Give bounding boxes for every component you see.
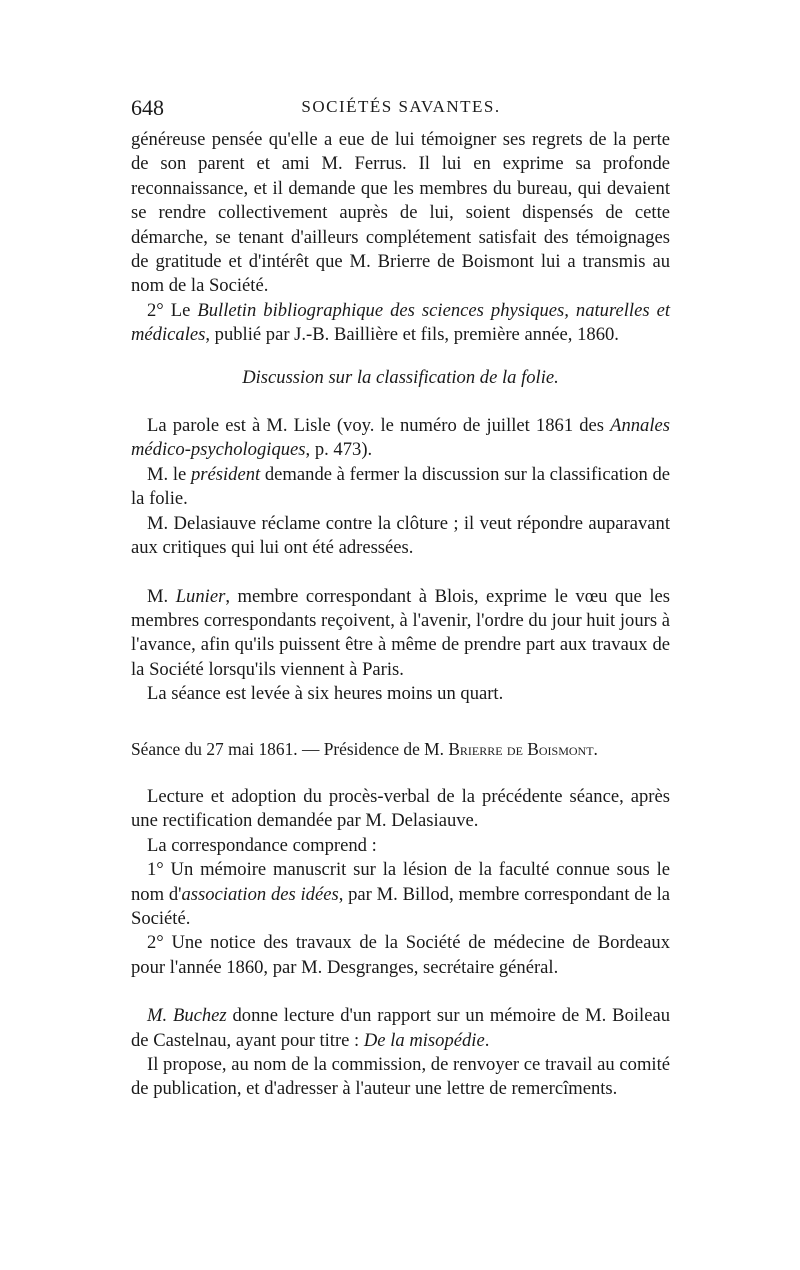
seance-president: Brierre de Boismont	[448, 738, 594, 759]
paragraph-memoire-lead: 1° Un mémoire manuscrit sur la lésion de la faculté connue sous le nom d'	[131, 859, 670, 905]
paragraph-lunier-rest: , membre correspondant à Blois, exprime le vœu que les membres correspondants reçoivent, à l'avenir, l'ordre du jour huit jours à l'avance, afin qu'ils puissent être à même de prendre part aux travaux de la Société lorsqu'ils viennent à Paris.	[131, 585, 670, 680]
page-body	[131, 128, 670, 1102]
page-header	[131, 95, 671, 125]
paragraph-bulletin-lead: 2° Le	[147, 299, 198, 321]
misopedie-title: De la misopédie	[363, 1029, 485, 1051]
bulletin-title: Bulletin bibliographique des sciences physiques, naturelles et médicales	[131, 299, 671, 346]
paragraph-delasiauve: M. Delasiauve réclame contre la clôture ; il veut répondre auparavant aux critiques qui lui ont été adressées.	[131, 512, 670, 559]
paragraph-notice: 2° Une notice des travaux de la Société de médecine de Bordeaux pour l'année 1860, par M. Desgranges, secrétaire général.	[131, 932, 670, 978]
paragraph-continuation: généreuse pensée qu'elle a eue de lui témoigner ses regrets de la perte de son parent et ami M. Ferrus. Il lui en exprime sa profonde reconnaissance, et il demande que les membres du bureau, qui devaient se rendre collectivement auprès de lui, soient dispensés de cette démarche, se tenant d'ailleurs complétement satisfait des témoignages de gratitude et d'intérêt que M. Brierre de Boismont lui a transmis au nom de la Société.	[131, 129, 670, 297]
paragraph-memoire-rest: , par M. Billod, membre correspondant de la Société.	[131, 883, 671, 929]
running-title: SOCIÉTÉS SAVANTES.	[301, 97, 501, 116]
buchez-name: M. Buchez	[147, 1005, 227, 1027]
section-title-discussion: Discussion sur la classification de la folie.	[242, 366, 559, 388]
paragraph-lunier	[131, 585, 670, 683]
annales-title: Annales médico-psychologiques	[131, 415, 670, 461]
page-number: 648	[131, 95, 164, 120]
paragraph-lisle-lead: La parole est à M. Lisle (voy. le numéro de juillet 1861 des	[147, 415, 611, 437]
paragraph-lisle-rest: , p. 473).	[305, 439, 373, 461]
president-word: président	[190, 463, 261, 485]
paragraph-president-lead: M. le	[147, 463, 191, 485]
paragraph-buchez-mid: donne lecture d'un rapport sur un mémoire de M. Boileau de Castelnau, ayant pour titre :	[131, 1005, 670, 1051]
paragraph-buchez	[131, 1004, 670, 1053]
paragraph-lisle	[131, 414, 670, 463]
paragraph-bulletin-rest: , publié par J.-B. Baillière et fils, première année, 1860.	[205, 324, 619, 346]
seance-heading-lead: Séance du 27 mai 1861. — Présidence de M.	[131, 738, 449, 759]
paragraph-president-rest: demande à fermer la discussion sur la classification de la folie.	[131, 463, 670, 510]
association-title: association des idées	[181, 883, 339, 905]
paragraph-bulletin	[131, 299, 670, 348]
paragraph-seance-levee: La séance est levée à six heures moins un quart.	[147, 683, 504, 705]
paragraph-correspondance: La correspondance comprend :	[147, 834, 377, 856]
seance-heading-end: .	[593, 738, 598, 759]
paragraph-propose: Il propose, au nom de la commission, de renvoyer ce travail au comité de publication, et d'adresser à l'auteur une lettre de remercîments.	[131, 1054, 670, 1100]
seance-heading	[131, 737, 670, 761]
paragraph-president	[131, 463, 670, 512]
paragraph-buchez-end: .	[484, 1029, 490, 1051]
paragraph-lecture: Lecture et adoption du procès-verbal de la précédente séance, après une rectification demandée par M. Delasiauve.	[131, 785, 670, 832]
paragraph-lunier-lead: M.	[147, 585, 176, 607]
paragraph-memoire	[131, 858, 670, 931]
lunier-name: Lunier	[175, 585, 226, 607]
